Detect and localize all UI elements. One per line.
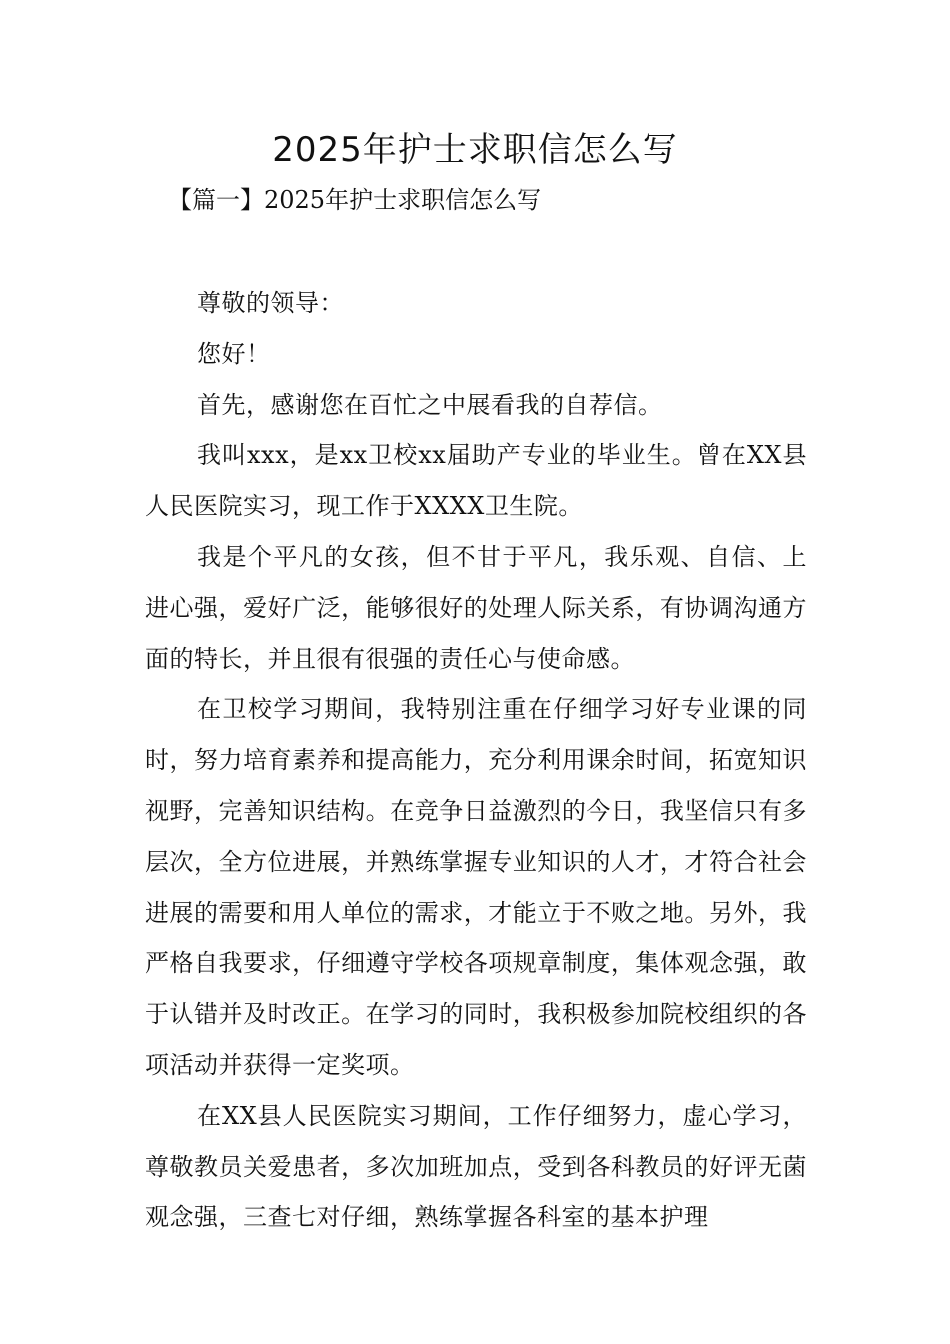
body-paragraph: 在XX县人民医院实习期间，工作仔细努力，虚心学习，尊敬教员关爱患者，多次加班加点，受到各科教员的好评无菌观念强，三查七对仔细，熟练掌握各科室的基本护理 — [145, 1101, 807, 1232]
body-paragraph: 首先，感谢您在百忙之中展看我的自荐信。 — [197, 390, 663, 419]
salutation: 尊敬的领导： — [197, 289, 344, 317]
body-paragraph: 我叫xxx，是xx卫校xx届助产专业的毕业生。曾在XX县人民医院实习，现工作于XXXX卫生院。 — [145, 441, 807, 521]
section-heading: 【篇一】2025年护士求职信怎么写 — [168, 186, 542, 214]
body-paragraph: 我是个平凡的女孩，但不甘于平凡，我乐观、自信、上进心强，爱好广泛，能够很好的处理人际关系，有协调沟通方面的特长，并且很有很强的责任心与使命感。 — [145, 542, 807, 673]
body-paragraph: 在卫校学习期间，我特别注重在仔细学习好专业课的同时，努力培育素养和提高能力，充分利用课余时间，拓宽知识视野，完善知识结构。在竞争日益激烈的今日，我坚信只有多层次，全方位进展，并熟练掌握专业知识的人才，才符合社会进展的需要和用人单位的需求，才能立于不败之地。另外，我严格自我要求，仔细遵守学校各项规章制度，集体观念强，敢于认错并及时改正。在学习的同时，我积极参加院校组织的各项活动并获得一定奖项。 — [145, 695, 807, 1079]
greeting: 您好！ — [197, 339, 271, 368]
letter-body — [145, 278, 807, 1243]
document-title: 2025年护士求职信怎么写 — [272, 130, 678, 170]
